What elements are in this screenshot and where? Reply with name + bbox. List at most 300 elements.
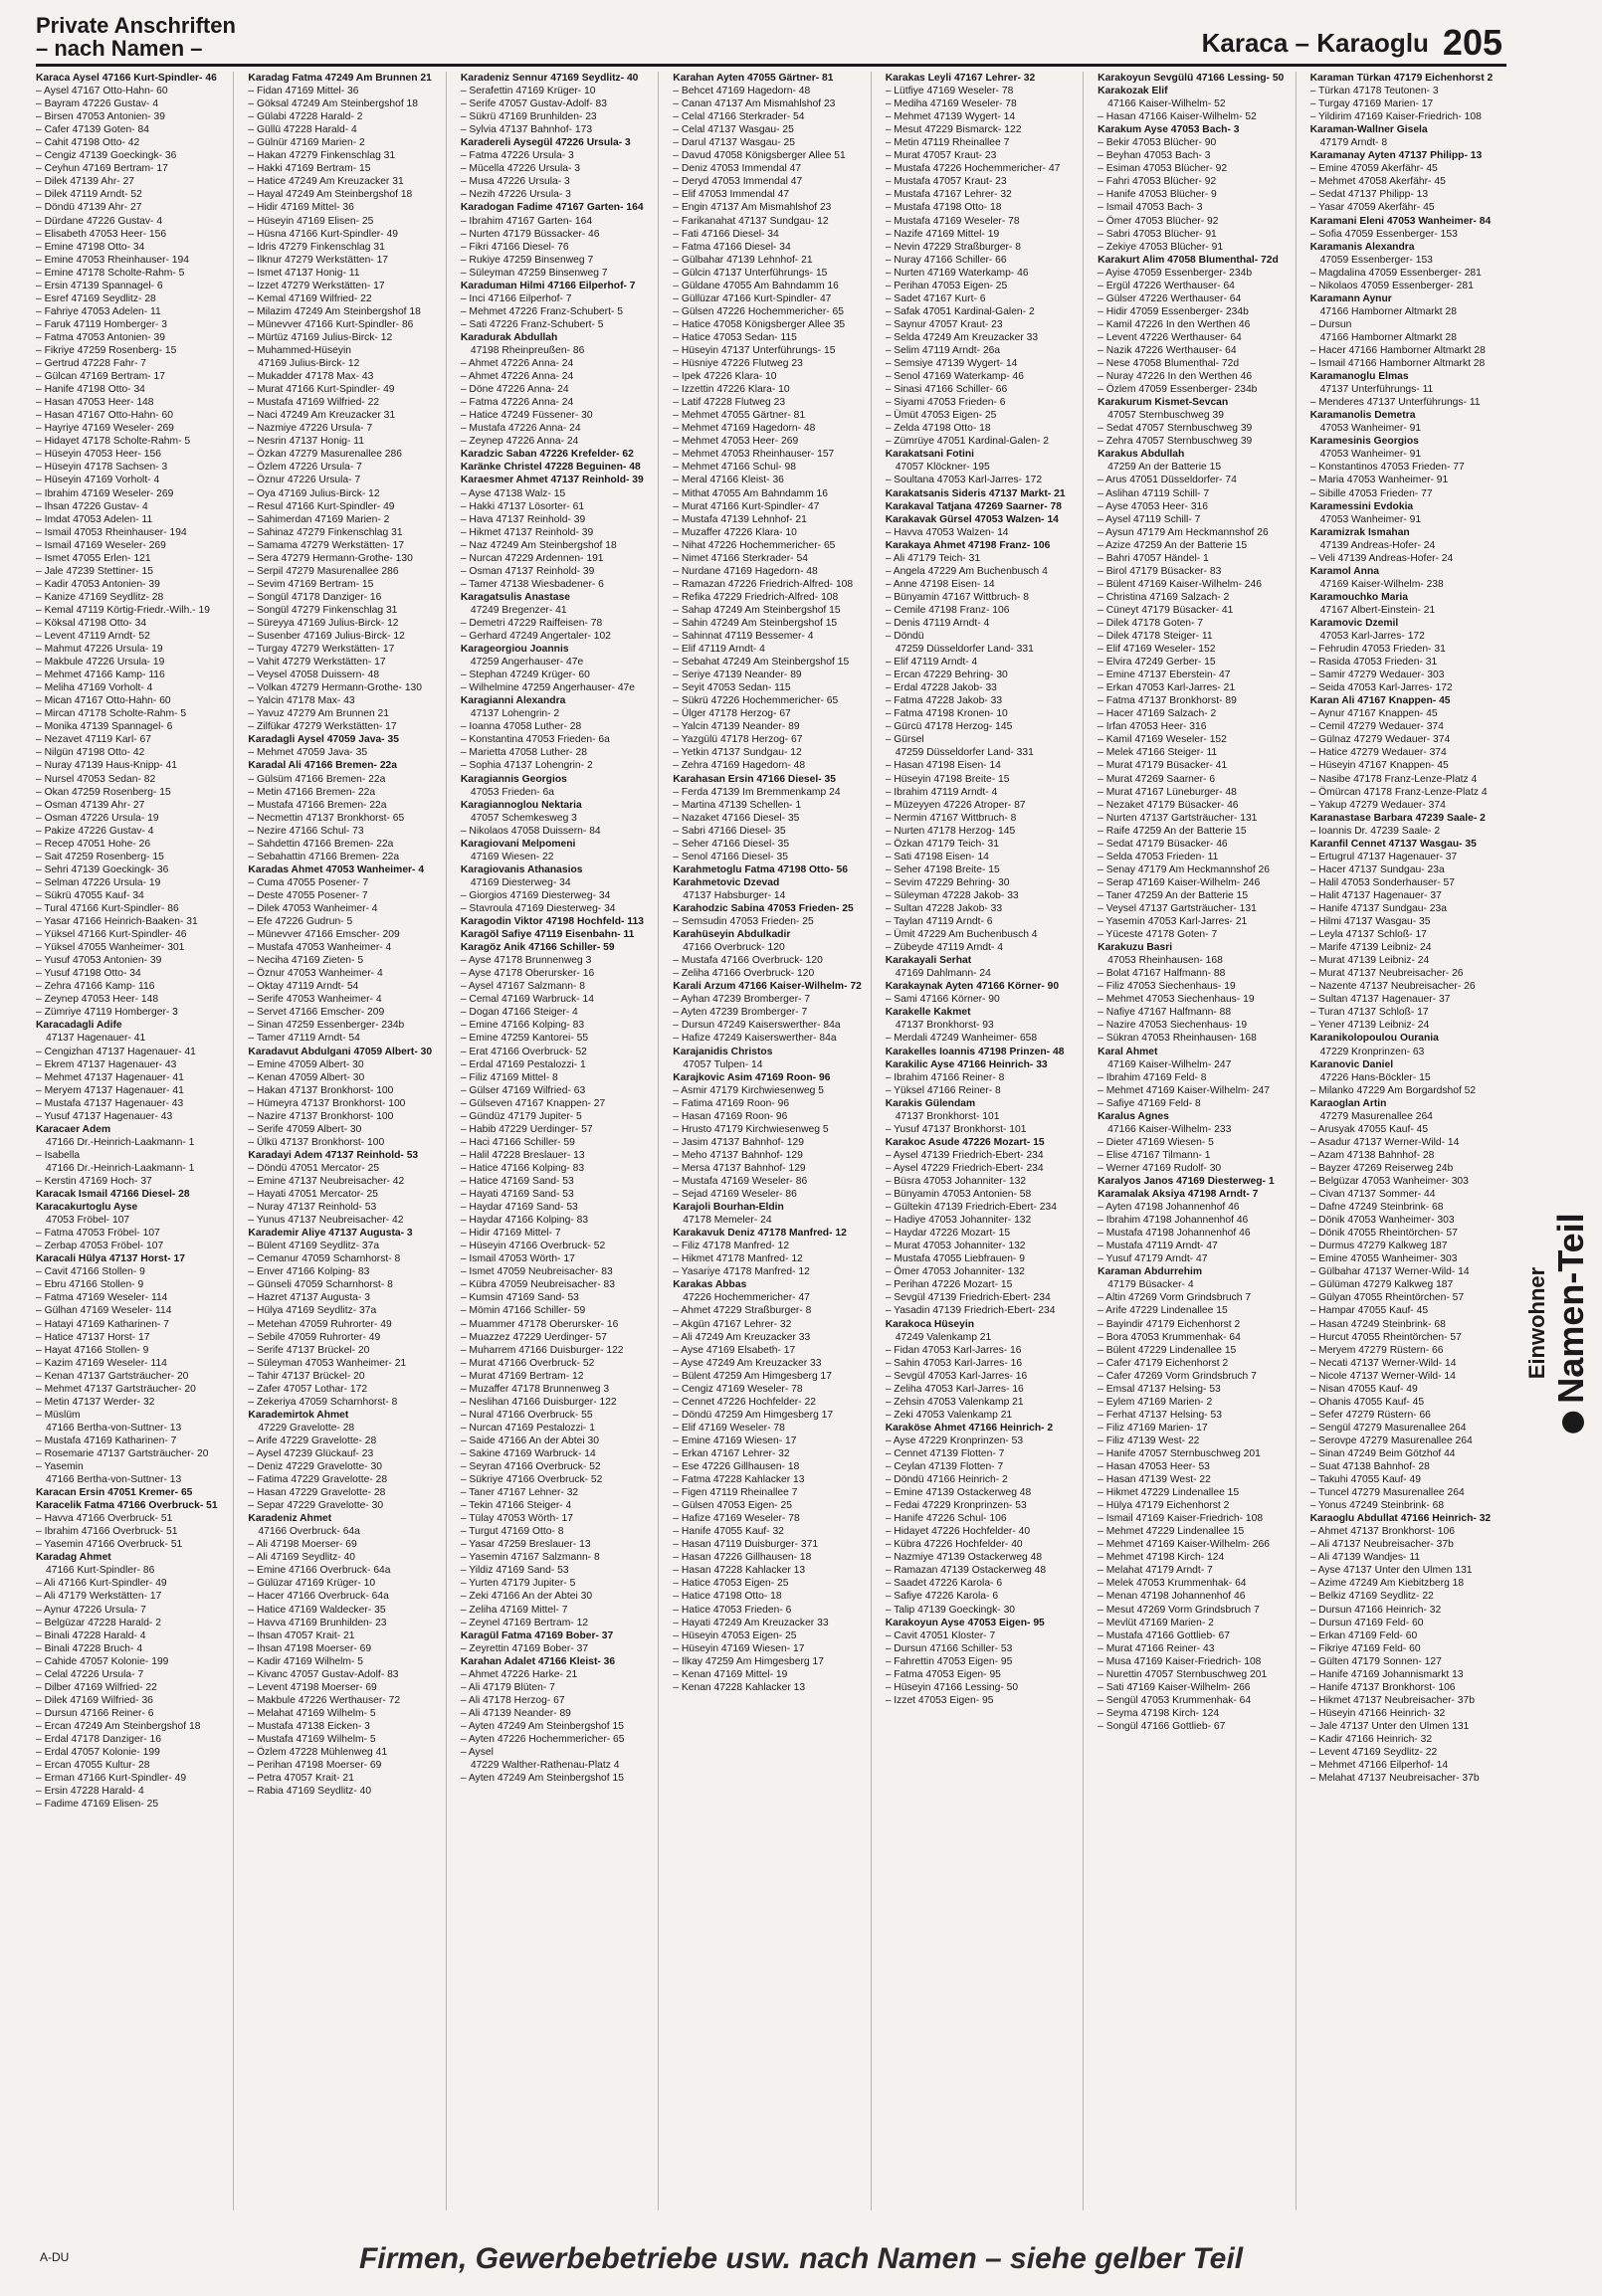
directory-entry: – Filiz 47053 Siechenhaus- 19	[1098, 981, 1236, 993]
directory-entry: – Mustafa 47169 Wilfried- 22	[248, 397, 380, 409]
surname-entry: Karajkovic Asim 47169 Roon- 96	[673, 1071, 831, 1083]
directory-entry: – Songül 47178 Danziger- 16	[248, 591, 382, 603]
directory-entry: – Bünyamin 47053 Antonien- 58	[885, 1189, 1032, 1201]
directory-entry: – Taylan 47119 Arndt- 6	[885, 916, 993, 928]
directory-entry: – Deryd 47053 Immendal 47	[673, 176, 803, 188]
section-tab	[1524, 1084, 1591, 1562]
directory-entry: – Selman 47226 Ursula- 19	[36, 876, 161, 888]
surname-entry: Karanovic Daniel	[1309, 1058, 1394, 1070]
surname-entry: Karamann Aynur	[1309, 292, 1392, 304]
directory-entry: 47229 Gravelotte- 28	[258, 1422, 355, 1434]
directory-entry: – Demetri 47229 Raiffeisen- 78	[460, 617, 603, 629]
directory-entry: – Hülya 47169 Seydlitz- 37a	[248, 1305, 377, 1317]
directory-entry: – Konstantina 47053 Frieden- 6a	[460, 734, 610, 746]
surname-entry: Karamanis Alexandra	[1309, 241, 1415, 253]
directory-entry: 47166 Kaiser-Wilhelm- 52	[1107, 98, 1226, 110]
directory-entry: – Nevin 47229 Straßburger- 8	[885, 241, 1021, 253]
directory-entry: – Selda 47249 Am Kreuzacker 33	[885, 331, 1039, 343]
directory-entry: – Süleyman 47259 Binsenweg 7	[460, 267, 608, 279]
directory-entry: – Levent 47119 Arndt- 52	[36, 631, 150, 643]
directory-entry: – Hidayet 47226 Hochfelder- 40	[885, 1526, 1031, 1538]
directory-entry: – Emine 47137 Eberstein- 47	[1098, 670, 1231, 681]
directory-entry: – Selda 47053 Frieden- 11	[1098, 851, 1219, 862]
directory-entry: – Dafne 47249 Steinbrink- 68	[1309, 1202, 1444, 1214]
directory-entry: – Ahmet 47229 Straßburger- 8	[673, 1305, 812, 1317]
directory-entry: – Mehmet 47169 Kaiser-Wilhelm- 266	[1098, 1539, 1270, 1551]
directory-entry: – Hacer 47169 Salzach- 2	[1098, 708, 1217, 720]
directory-entry: – Melek 47053 Krummenhak- 64	[1098, 1578, 1247, 1590]
directory-entry: – Yasemin	[36, 1461, 84, 1473]
directory-entry: – Dilek 47053 Wanheimer- 4	[248, 903, 378, 914]
directory-entry: – Hikmet 47137 Neubreisacher- 37b	[1309, 1694, 1475, 1706]
directory-entry: – Sakine 47169 Warbruck- 14	[460, 1447, 596, 1459]
directory-entry: – Mustafa 47169 Weseler- 86	[673, 1175, 808, 1187]
directory-entry: – Fadime 47169 Elisen- 25	[36, 1799, 159, 1811]
surname-entry: Karacali Hülya 47137 Horst- 17	[36, 1253, 185, 1265]
directory-entry: – Habib 47229 Uerdinger- 57	[460, 1123, 593, 1135]
directory-entry: – Güllü 47228 Harald- 4	[248, 124, 357, 136]
surname-entry: Karakozak Elif	[1098, 86, 1168, 97]
directory-entry: – Necati 47137 Werner-Wild- 14	[1309, 1357, 1457, 1369]
directory-entry: – Mustafa 47166 Overbruck- 120	[673, 955, 823, 967]
directory-entry: – Emine 47166 Overbruck- 64a	[248, 1565, 391, 1577]
directory-entry: – Filiz 47139 West- 22	[1098, 1435, 1200, 1446]
directory-entry: – Meral 47166 Kleist- 36	[673, 475, 784, 486]
directory-entry: – Servet 47166 Emscher- 209	[248, 1007, 385, 1019]
surname-entry: Karakatsani Fotini	[885, 449, 974, 461]
surname-entry: Karakurum Kismet-Sevcan	[1098, 397, 1229, 409]
surname-entry: Karänke Christel 47228 Beguinen- 48	[460, 462, 641, 474]
directory-entry: – Ibrahim 47169 Weseler- 269	[36, 487, 174, 499]
directory-entry: – Ülkü 47137 Bronkhorst- 100	[248, 1136, 385, 1148]
directory-entry: – Seyran 47166 Overbruck- 52	[460, 1461, 601, 1473]
directory-entry: – Sevgül 47053 Karl-Jarres- 16	[885, 1370, 1028, 1382]
directory-entry: – Bülent 47259 Am Himgesberg 17	[673, 1370, 832, 1382]
directory-entry: – Ramazan 47139 Ostackerweg 48	[885, 1565, 1047, 1577]
directory-entry: – Cemanur 47059 Scharnhorst- 8	[248, 1253, 401, 1265]
page-number: 205	[1442, 22, 1502, 63]
surname-entry: Karamovic Dzemil	[1309, 617, 1399, 629]
directory-entry: – Nezavet 47119 Karl- 67	[36, 734, 152, 746]
directory-entry: – Yener 47139 Leibniz- 24	[1309, 1020, 1430, 1032]
directory-entry: – Turgay 47169 Marien- 17	[1309, 98, 1434, 110]
directory-entry: – Nezih 47226 Ursula- 3	[460, 189, 571, 201]
surname-entry: Karaoglu Abdullat 47166 Heinrich- 32	[1309, 1513, 1492, 1525]
directory-entry: – Serpil 47279 Masurenallee 286	[248, 565, 399, 577]
directory-entry: 47166 Bertha-von-Suttner- 13	[46, 1474, 182, 1486]
directory-entry: – Hampar 47055 Kauf- 45	[1309, 1305, 1429, 1317]
directory-entry: – Süleyman 47228 Jakob- 33	[885, 889, 1019, 901]
directory-entry: – Zeyrettin 47169 Bober- 37	[460, 1642, 589, 1654]
directory-entry: – Serovpe 47279 Masurenallee 264	[1309, 1435, 1473, 1446]
directory-entry: – Hasan 47053 Heer- 148	[36, 397, 154, 409]
directory-entry: – Yüceste 47178 Goten- 7	[1098, 929, 1218, 941]
directory-entry: – Nazaket 47166 Diesel- 35	[673, 812, 800, 824]
directory-column	[1098, 72, 1296, 2210]
directory-entry: – Menderes 47137 Unterführungs- 11	[1309, 397, 1481, 409]
directory-entry: – Bayram 47226 Gustav- 4	[36, 98, 159, 110]
directory-entry: – Magdalina 47059 Essenberger- 281	[1309, 267, 1482, 279]
directory-entry: – Mehmet 47229 Lindenallee 15	[1098, 1526, 1245, 1538]
surname-entry: Karagatsulis Anastase	[460, 591, 570, 603]
directory-entry: – Siyami 47053 Frieden- 6	[885, 397, 1006, 409]
surname-entry: Karadal Ali 47166 Bremen- 22a	[248, 760, 397, 772]
directory-entry: – Mehmet 47058 Akerfähr- 45	[1309, 176, 1446, 188]
directory-entry: – Mustafa 47057 Kraut- 23	[885, 176, 1007, 188]
directory-entry: – Birol 47179 Büsacker- 83	[1098, 565, 1222, 577]
directory-entry: 47169 Wiesen- 22	[470, 851, 554, 862]
surname-entry: Karakilic Ayse 47166 Heinrich- 33	[885, 1058, 1048, 1070]
directory-entry: – Kerstin 47169 Hoch- 37	[36, 1175, 152, 1187]
directory-entry: – Gülabi 47228 Harald- 2	[248, 111, 363, 123]
directory-entry: – Mukadder 47178 Max- 43	[248, 371, 374, 383]
directory-entry: – Dursun 47249 Kaiserswerther- 84a	[673, 1020, 841, 1032]
bullet-icon	[1562, 1412, 1584, 1434]
surname-entry: Karakoca Hüseyin	[885, 1318, 974, 1330]
directory-entry: – Sedat 47057 Sternbuschweg 39	[1098, 423, 1253, 435]
directory-entry: – Cennet 47139 Flotten- 7	[885, 1447, 1005, 1459]
surname-entry: Karagiovani Melpomeni	[460, 838, 576, 850]
directory-entry: – Güldane 47055 Am Bahndamm 16	[673, 280, 839, 291]
directory-entry: – Ibrahim 47166 Overbruck- 51	[36, 1526, 178, 1538]
directory-entry: – Döndü 47139 Ahr- 27	[36, 202, 142, 214]
surname-entry: Karadag Fatma 47249 Am Brunnen 21	[248, 73, 432, 84]
directory-entry: – Mehmet 47166 Eilperhof- 14	[1309, 1760, 1449, 1772]
directory-entry: – Özlem 47228 Mühlenweg 41	[248, 1747, 388, 1759]
directory-entry: – Nazente 47137 Neubreisacher- 26	[1309, 981, 1476, 993]
directory-entry: – Bolat 47167 Halfmann- 88	[1098, 968, 1226, 980]
directory-entry: – Hasan 47229 Gravelotte- 28	[248, 1487, 386, 1499]
directory-entry: – Mustafa 47053 Wanheimer- 4	[248, 942, 392, 954]
directory-entry: – Hüseyin 47169 Wiesen- 17	[673, 1642, 805, 1654]
directory-entry: – Bülent 47169 Seydlitz- 37a	[248, 1241, 380, 1252]
directory-entry: – Soultana 47053 Karl-Jarres- 172	[885, 475, 1043, 486]
directory-entry: 47249 Bregenzer- 41	[470, 604, 567, 616]
directory-entry: – Serife 47057 Gustav-Adolf- 83	[460, 98, 607, 110]
surname-entry: Karamessini Evdokia	[1309, 500, 1414, 512]
directory-entry: – Yasar 47059 Akerfähr- 45	[1309, 202, 1435, 214]
directory-entry: – Zeki 47166 An der Abtei 30	[460, 1591, 593, 1603]
directory-entry: – Hümeyra 47137 Bronkhorst- 100	[248, 1097, 406, 1109]
directory-entry: – Öznur 47053 Wanheimer- 4	[248, 968, 383, 980]
directory-entry: – Aynur 47226 Ursula- 7	[36, 1604, 146, 1616]
page-range-header	[1202, 22, 1502, 64]
directory-entry: – Mustafa 47055 Liebfrauen- 9	[885, 1253, 1025, 1265]
directory-entry: – Canan 47137 Am Mismahlshof 23	[673, 98, 836, 110]
directory-entry: – Yusuf 47137 Bronkhorst- 101	[885, 1123, 1027, 1135]
directory-entry: – Nuray 47226 In den Werthen 46	[1098, 371, 1253, 383]
directory-entry: – Mehmet 47059 Java- 35	[248, 747, 368, 759]
directory-entry: – Hanife 47137 Bronkhorst- 106	[1309, 1681, 1456, 1693]
directory-entry: – Nicole 47137 Werner-Wild- 14	[1309, 1370, 1456, 1382]
directory-entry: – Dilek 47139 Ahr- 27	[36, 176, 135, 188]
directory-entry: – Kamil 47169 Weseler- 152	[1098, 734, 1227, 746]
directory-entry: – Melek 47166 Steiger- 11	[1098, 747, 1218, 759]
directory-entry: – Dilek 47178 Steiger- 11	[1098, 631, 1213, 643]
directory-entry: – Kübra 47059 Neubreisacher- 83	[460, 1279, 615, 1291]
directory-entry: – Latif 47228 Flutweg 23	[673, 397, 786, 409]
directory-entry: – Mömin 47166 Schiller- 59	[460, 1305, 586, 1317]
directory-entry: – Seida 47053 Karl-Jarres- 172	[1309, 682, 1453, 694]
directory-entry: – Celal 47226 Ursula- 7	[36, 1668, 144, 1680]
directory-entry: – Fikriye 47169 Feld- 60	[1309, 1642, 1421, 1654]
directory-entry: – Hacer 47137 Sundgau- 23a	[1309, 863, 1445, 875]
directory-entry: – Ferda 47139 Im Bremmenkamp 24	[673, 786, 841, 798]
directory-entry: – Nuray 47139 Haus-Knipp- 41	[36, 760, 177, 772]
directory-entry: – Hüseyin 47053 Heer- 156	[36, 449, 161, 461]
directory-entry: – Oya 47169 Julius-Birck- 12	[248, 487, 380, 499]
surname-entry: Karakurt Alim 47058 Blumenthal- 72d	[1098, 254, 1279, 266]
directory-entry: – Ibrahim 47166 Reiner- 8	[885, 1071, 1005, 1083]
directory-entry: – Hatice 47169 Waldecker- 35	[248, 1604, 386, 1616]
surname-entry: Karakavuk Deniz 47178 Manfred- 12	[673, 1228, 847, 1240]
directory-entry: – Aysel 47119 Schill- 7	[1098, 513, 1201, 525]
directory-entry: 47057 Tulpen- 14	[683, 1058, 763, 1070]
directory-entry: – Wilhelmine 47259 Angerhauser- 47e	[460, 682, 636, 694]
directory-entry: 47057 Klöckner- 195	[895, 462, 990, 474]
directory-entry: 47279 Masurenallee 264	[1319, 1110, 1433, 1122]
directory-entry: – Ahmet 47226 Harke- 21	[460, 1668, 578, 1680]
directory-entry: – Mehmet 47137 Gartsträucher- 20	[36, 1383, 196, 1395]
directory-entry: – Gülbahar 47139 Lehnhof- 21	[673, 254, 813, 266]
directory-entry: – Hikmet 47229 Lindenallee 15	[1098, 1487, 1240, 1499]
directory-entry: – Mevlüt 47169 Marien- 2	[1098, 1617, 1214, 1628]
directory-entry: – Süreyya 47169 Julius-Birck- 12	[248, 617, 399, 629]
directory-entry: – Murat 47166 Reiner- 43	[1098, 1642, 1215, 1654]
directory-entry: – Mehmet 47053 Rheinhauser- 157	[673, 449, 835, 461]
directory-entry: – Ihsan 47198 Moerser- 69	[248, 1642, 372, 1654]
directory-entry: – Metin 47119 Rheinallee 7	[885, 137, 1010, 149]
directory-entry: – Döndü	[885, 631, 924, 643]
directory-entry: – Nural 47166 Overbruck- 55	[460, 1409, 593, 1421]
directory-entry: – Hayat 47166 Stollen- 9	[36, 1344, 149, 1356]
directory-entry: – Yalcin 47139 Neander- 89	[673, 721, 800, 733]
surname-entry: Karadavut Abdulgani 47059 Albert- 30	[248, 1046, 433, 1057]
directory-entry: – Menan 47198 Johannenhof 46	[1098, 1591, 1246, 1603]
directory-entry: – Ali 47179 Werkstätten- 17	[36, 1591, 162, 1603]
directory-entry: – Fatma 47228 Jakob- 33	[885, 695, 1003, 707]
directory-entry: – Serife 47059 Albert- 30	[248, 1123, 362, 1135]
directory-entry: – Rosemarie 47137 Gartsträucher- 20	[36, 1447, 209, 1459]
directory-entry: – Metin 47166 Bremen- 22a	[248, 786, 376, 798]
directory-entry: – Ekrem 47137 Hagenauer- 43	[36, 1058, 177, 1070]
surname-entry: Karalus Agnes	[1098, 1110, 1169, 1122]
directory-entry: – Osman 47139 Ahr- 27	[36, 799, 145, 811]
surname-entry: Karadeniz Ahmet	[248, 1513, 332, 1525]
directory-entry: – Ceyhun 47169 Bertram- 17	[36, 163, 168, 175]
directory-entry: – Haci 47166 Schiller- 59	[460, 1136, 575, 1148]
directory-entry: – Fatma 47228 Kahlacker 13	[673, 1474, 805, 1486]
directory-entry: – Ismail 47169 Weseler- 269	[36, 539, 166, 551]
surname-entry: Karamalak Aksiya 47198 Arndt- 7	[1098, 1189, 1259, 1201]
directory-entry: – Nuray 47166 Schiller- 66	[885, 254, 1007, 266]
directory-entry: – Bora 47053 Krummenhak- 64	[1098, 1331, 1241, 1343]
directory-entry: – Ayse 47249 Am Kreuzacker 33	[673, 1357, 822, 1369]
directory-entry: – Hacer 47166 Hamborner Altmarkt 28	[1309, 344, 1486, 356]
directory-entry: 47169 Julius-Birck- 12	[258, 358, 360, 370]
directory-entry: – Hilmi 47137 Wasgau- 35	[1309, 916, 1431, 928]
directory-entry: – Suat 47138 Bahnhof- 28	[1309, 1461, 1430, 1473]
directory-column	[1310, 72, 1508, 2210]
directory-entry: 47167 Albert-Einstein- 21	[1319, 604, 1436, 616]
directory-entry: – Meryem 47279 Rüstern- 66	[1309, 1344, 1444, 1356]
directory-entry: – Hacer 47166 Overbruck- 64a	[248, 1591, 389, 1603]
directory-entry: – Muazzez 47229 Uerdinger- 57	[460, 1331, 607, 1343]
directory-entry: – Ramazan 47226 Friedrich-Alfred- 108	[673, 578, 854, 590]
surname-entry: Karadas Ahmet 47053 Wanheimer- 4	[248, 863, 425, 875]
directory-entry: – Taner 47259 An der Batterie 15	[1098, 889, 1249, 901]
directory-entry: – Veysel 47058 Duissern- 48	[248, 670, 380, 681]
directory-entry: – Cavit 47051 Kloster- 7	[885, 1629, 996, 1641]
directory-entry: – Gülsüm 47166 Bremen- 22a	[248, 773, 386, 785]
directory-entry: – Recep 47051 Hohe- 26	[36, 838, 151, 850]
surname-entry: Karacan Ersin 47051 Kremer- 65	[36, 1487, 193, 1499]
directory-entry: – Sengül 47279 Masurenallee 264	[1309, 1422, 1467, 1434]
surname-entry: Karakayali Serhat	[885, 955, 972, 967]
directory-entry: – Nezire 47166 Schul- 73	[248, 825, 364, 837]
directory-entry: – Fidan 47169 Mittel- 36	[248, 86, 359, 97]
directory-entry: 47057 Sternbuschweg 39	[1107, 410, 1224, 422]
directory-entry: – Yakup 47279 Wedauer- 374	[1309, 799, 1446, 811]
directory-entry: – Zeki 47053 Valenkamp 21	[885, 1409, 1013, 1421]
directory-entry: – Aysel 47229 Friedrich-Ebert- 234	[885, 1162, 1044, 1174]
directory-entry: – Zehra 47166 Kamp- 116	[36, 981, 155, 993]
directory-entry: – Gertrud 47228 Fahr- 7	[36, 358, 147, 370]
directory-entry: – Sevim 47169 Bertram- 15	[248, 578, 374, 590]
surname-entry: Karamani Eleni 47053 Wanheimer- 84	[1309, 215, 1492, 227]
directory-entry: – Yasemin 47166 Overbruck- 51	[36, 1539, 183, 1551]
directory-entry: – Saynur 47057 Kraut- 23	[885, 318, 1003, 330]
directory-entry: – Hasan 47053 Heer- 53	[1098, 1461, 1210, 1473]
directory-entry: – Ceylan 47139 Flotten- 7	[885, 1461, 1004, 1473]
directory-entry: – Turgay 47279 Werkstätten- 17	[248, 644, 395, 656]
surname-entry: Karacaer Adem	[36, 1123, 111, 1135]
directory-entry: – Oktay 47119 Arndt- 54	[248, 981, 359, 993]
directory-entry: – Aslihan 47119 Schill- 7	[1098, 487, 1210, 499]
directory-entry: 47169 Kaiser-Wilhelm- 238	[1319, 578, 1444, 590]
directory-entry: – Döndü 47166 Heinrich- 2	[885, 1474, 1008, 1486]
directory-entry: – Zekiye 47053 Blücher- 91	[1098, 241, 1224, 253]
directory-entry: – Naci 47249 Am Kreuzacker 31	[248, 410, 396, 422]
surname-entry: Karakelle Kakmet	[885, 1007, 971, 1019]
directory-entry: 47198 Rheinpreußen- 86	[470, 344, 585, 356]
directory-entry: 47053 Karl-Jarres- 172	[1319, 631, 1425, 643]
surname-entry: Karaman-Wallner Gisela	[1309, 124, 1428, 136]
directory-entry: – Gülbahar 47137 Werner-Wild- 14	[1309, 1266, 1470, 1278]
surname-entry: Karacak Ismail 47166 Diesel- 28	[36, 1189, 190, 1201]
directory-entry: – Izzet 47279 Werkstätten- 17	[248, 280, 385, 291]
directory-entry: – Erdal 47169 Pestalozzi- 1	[460, 1058, 586, 1070]
directory-columns	[36, 72, 1508, 2210]
directory-entry: – Zilfükar 47279 Werkstätten- 17	[248, 721, 397, 733]
directory-entry: – Pakize 47226 Gustav- 4	[36, 825, 154, 837]
surname-entry: Karakelles Ioannis 47198 Prinzen- 48	[885, 1046, 1065, 1057]
directory-entry: – Darul 47137 Wasgau- 25	[673, 137, 795, 149]
directory-entry: – Hanife 47055 Kauf- 32	[673, 1526, 784, 1538]
surname-entry: Karagiannis Georgios	[460, 773, 567, 785]
directory-entry: – Elif 47053 Immendal 47	[673, 189, 790, 201]
directory-entry: – Nurten 47179 Büssacker- 46	[460, 228, 600, 240]
surname-entry: Karacelik Fatma 47166 Overbruck- 51	[36, 1500, 218, 1512]
directory-entry: – Fedai 47229 Kronprinzen- 53	[885, 1500, 1027, 1512]
directory-entry: – Murat 47166 Overbruck- 52	[460, 1357, 595, 1369]
directory-entry: – Fahriye 47053 Adelen- 11	[36, 305, 161, 317]
surname-entry: Karagöz Anik 47166 Schiller- 59	[460, 942, 615, 954]
directory-entry: – Levent 47226 Werthauser- 64	[1098, 331, 1242, 343]
directory-entry: – Levent 47198 Moerser- 69	[248, 1681, 377, 1693]
directory-entry: – Melahat 47137 Neubreisacher- 37b	[1309, 1773, 1480, 1785]
directory-entry: – Bayzer 47269 Reiserweg 24b	[1309, 1162, 1454, 1174]
directory-entry: – Gülcan 47169 Bertram- 17	[36, 371, 165, 383]
directory-entry: – Aysel 47167 Otto-Hahn- 60	[36, 86, 168, 97]
directory-entry: – Erdal 47057 Kolonie- 199	[36, 1747, 160, 1759]
directory-entry: – Ali 47178 Herzog- 67	[460, 1694, 565, 1706]
directory-entry: – Ayse 47137 Unter den Ulmen 131	[1309, 1565, 1473, 1577]
directory-entry: – Veli 47139 Andreas-Hofer- 24	[1309, 552, 1454, 564]
directory-entry: – Semsiye 47139 Wygert- 14	[885, 358, 1018, 370]
directory-entry: – Emine 47259 Kantorei- 55	[460, 1033, 589, 1045]
directory-entry: – Ayse 47229 Kronprinzen- 53	[885, 1435, 1024, 1446]
directory-entry: – Azam 47138 Bahnhof- 28	[1309, 1149, 1435, 1161]
directory-entry: – Jale 47239 Stettiner- 15	[36, 565, 153, 577]
directory-entry: – Bahri 47057 Händel- 1	[1098, 552, 1209, 564]
directory-entry: – Sebile 47059 Ruhrorter- 49	[248, 1331, 381, 1343]
directory-entry: – Münevver 47166 Kurt-Spindler- 86	[248, 318, 414, 330]
directory-entry: – Emine 47059 Albert- 30	[248, 1058, 364, 1070]
surname-entry: Karamesinis Georgios	[1309, 436, 1419, 448]
directory-entry: – Nurdane 47169 Hagedorn- 48	[673, 565, 818, 577]
directory-column	[886, 72, 1084, 2210]
heading-title: Private Anschriften	[36, 13, 236, 38]
directory-entry: 47166 Kurt-Spindler- 86	[46, 1565, 155, 1577]
directory-entry: – Aysel 47239 Glückauf- 23	[248, 1447, 374, 1459]
directory-entry: – Hazret 47137 Augusta- 3	[248, 1292, 370, 1304]
directory-entry: – Ümit 47229 Am Buchenbusch 4	[885, 929, 1038, 941]
directory-entry: – Mehmet 47166 Schul- 98	[673, 462, 796, 474]
directory-entry: – Meliha 47169 Vorholt- 4	[36, 682, 153, 694]
directory-entry: – Yurten 47179 Jupiter- 5	[460, 1578, 576, 1590]
directory-entry: – Tülay 47053 Wörth- 17	[460, 1513, 573, 1525]
directory-entry: – Sengül 47053 Krummenhak- 64	[1098, 1694, 1252, 1706]
surname-entry: Karahmetoglu Fatma 47198 Otto- 56	[673, 863, 848, 875]
directory-entry: – Elif 47169 Weseler- 152	[1098, 644, 1216, 656]
directory-entry: – Kemal 47169 Wilfried- 22	[248, 292, 372, 304]
directory-entry: – Muharrem 47166 Duisburger- 122	[460, 1344, 624, 1356]
directory-entry: – Zelda 47198 Otto- 18	[885, 423, 991, 435]
directory-entry: 47178 Memeler- 24	[683, 1215, 772, 1227]
directory-entry: – Aysel 47167 Salzmann- 8	[460, 981, 586, 993]
directory-entry: – Mustafa 47167 Lehrer- 32	[885, 189, 1012, 201]
surname-entry: Karakaynak Ayten 47166 Körner- 90	[885, 981, 1060, 993]
directory-entry: – Cengizhan 47137 Hagenauer- 41	[36, 1046, 196, 1057]
directory-entry: – Ipek 47226 Klara- 10	[673, 371, 777, 383]
directory-entry: – Sahinnat 47119 Bessemer- 4	[673, 631, 814, 643]
directory-entry: – Hikmet 47178 Manfred- 12	[673, 1253, 803, 1265]
directory-entry: – Murat 47139 Leibniz- 24	[1309, 955, 1430, 967]
directory-entry: – Ali 47249 Am Kreuzacker 33	[673, 1331, 811, 1343]
directory-entry: – Fatma 47137 Bronkhorst- 89	[1098, 695, 1237, 707]
directory-entry: – Kenan 47137 Gartsträucher- 20	[36, 1370, 189, 1382]
directory-entry: – Gültekin 47139 Friedrich-Ebert- 234	[885, 1202, 1057, 1214]
directory-entry: – Aysel	[460, 1747, 494, 1759]
directory-entry: – Sükran 47053 Rheinhausen- 168	[1098, 1033, 1257, 1045]
directory-entry: – Mehmet 47139 Wygert- 14	[885, 111, 1016, 123]
directory-entry: – Stephan 47249 Krüger- 60	[460, 670, 590, 681]
surname-entry: Karadurak Abdullah	[460, 331, 558, 343]
directory-entry: – Zehra 47169 Hagedorn- 48	[673, 760, 806, 772]
directory-entry: – Konstantinos 47053 Frieden- 77	[1309, 462, 1465, 474]
directory-entry: – Hülya 47179 Eichenhorst 2	[1098, 1500, 1230, 1512]
